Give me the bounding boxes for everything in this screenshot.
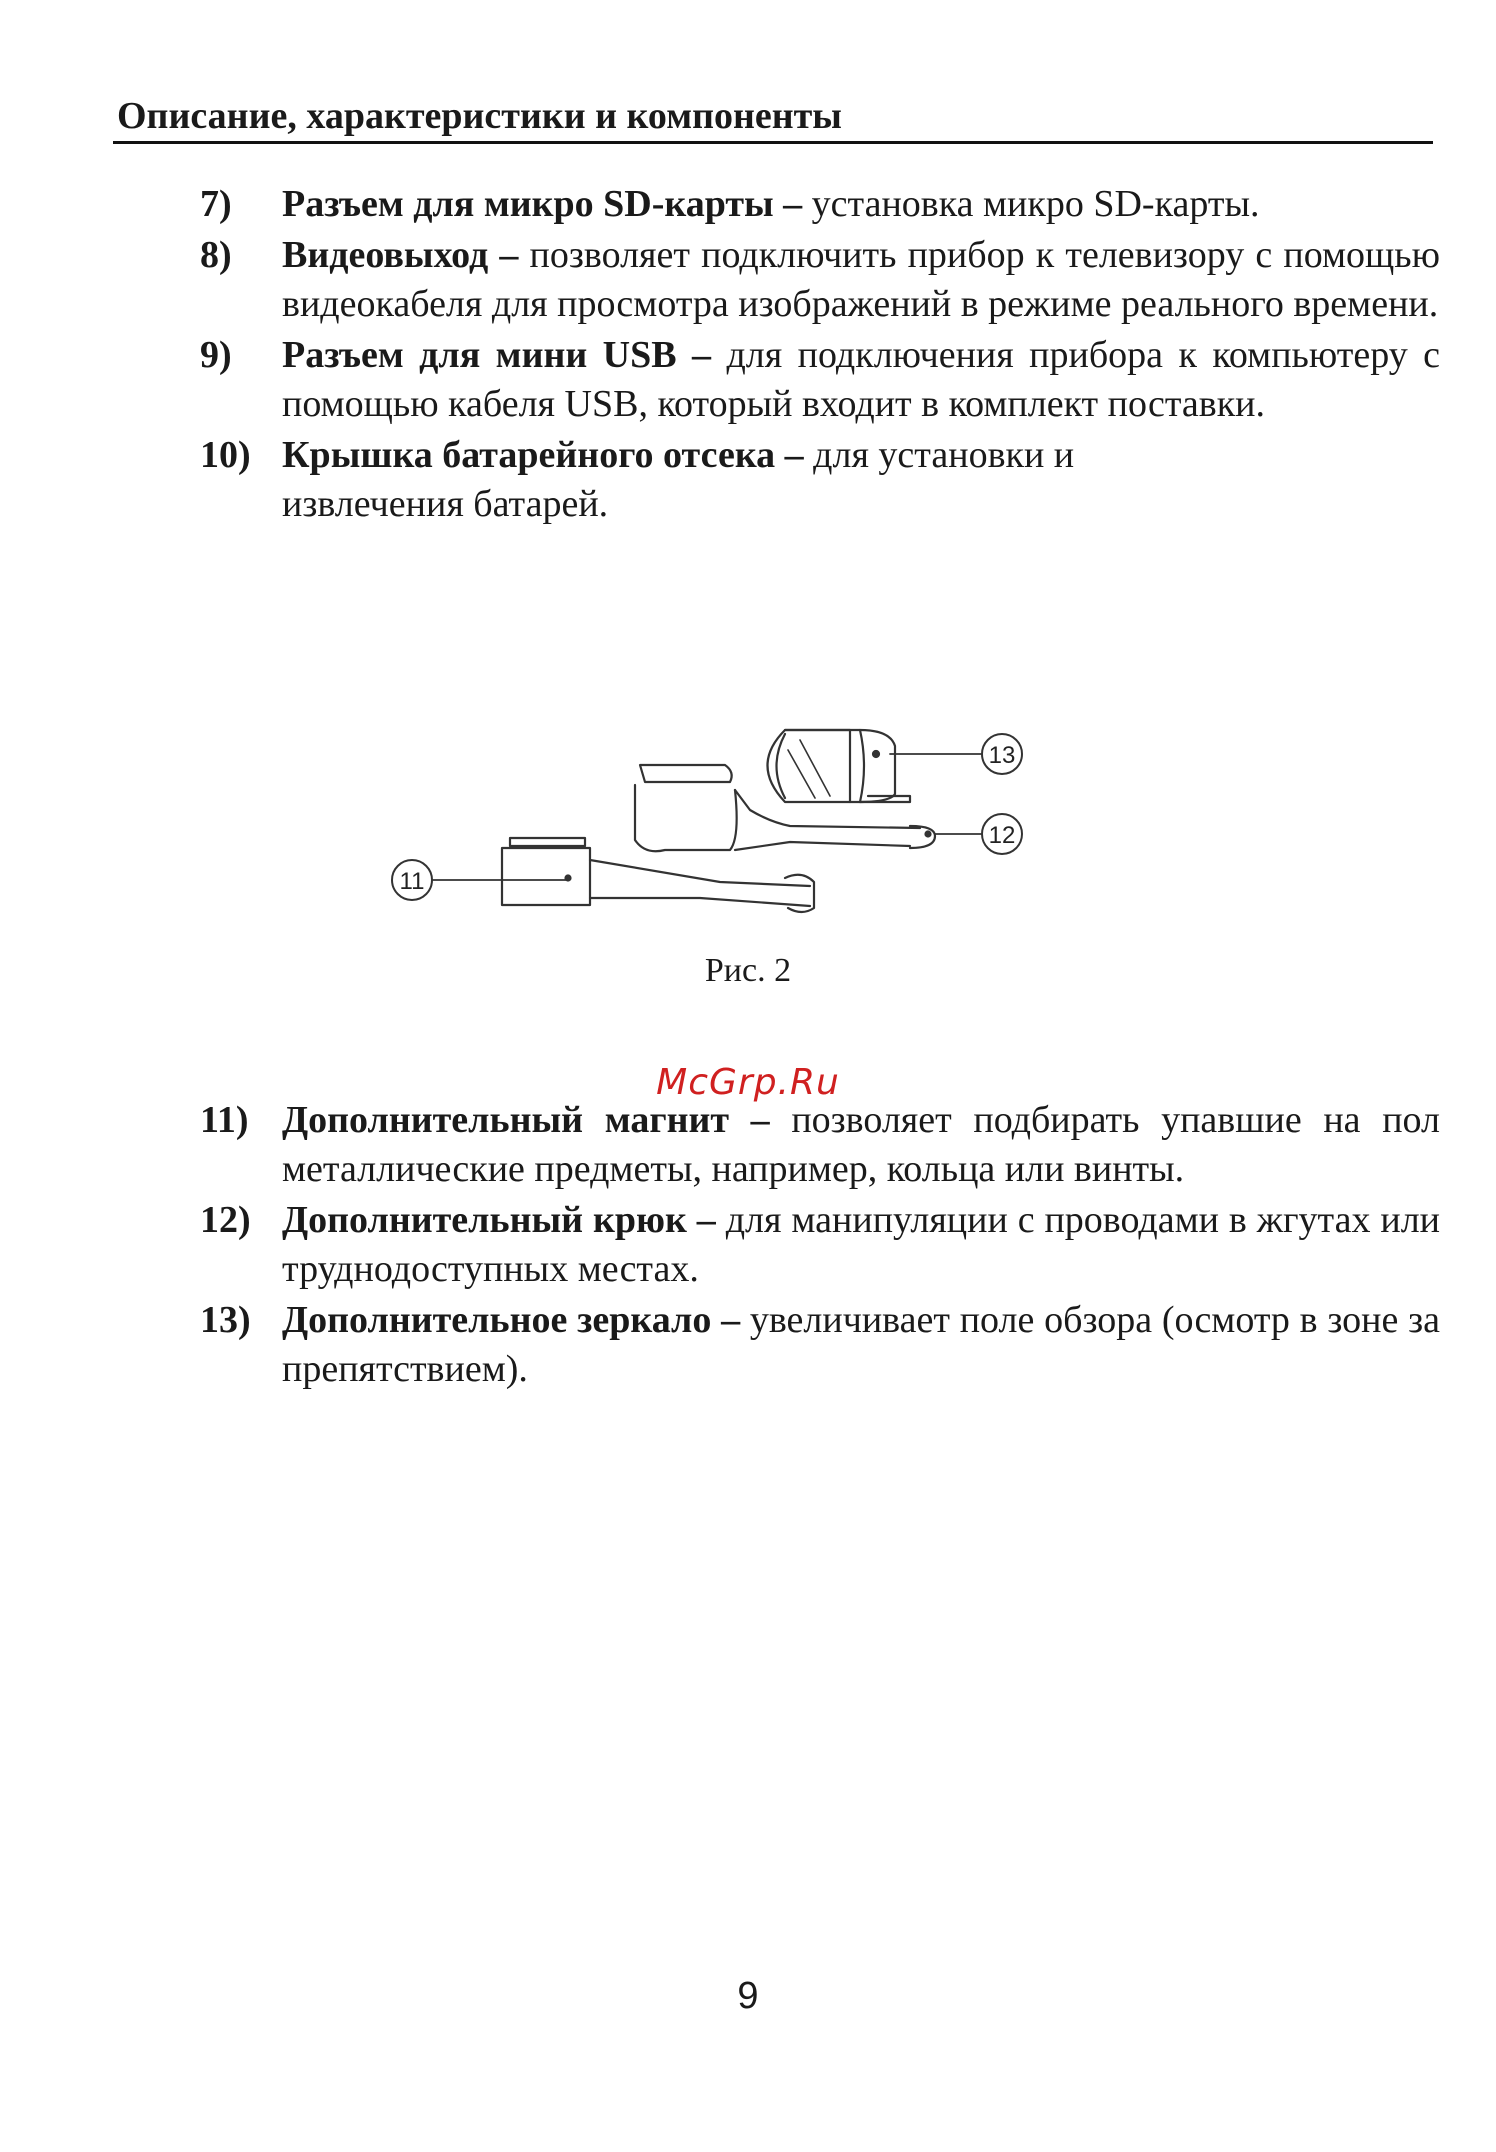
item-term: Дополнительное зеркало: [282, 1299, 712, 1341]
item-dash: –: [676, 334, 712, 376]
callout-12: [982, 814, 1022, 854]
item-dash: –: [686, 1199, 716, 1241]
item-dash: –: [711, 1299, 741, 1341]
item-number: 8): [200, 234, 232, 276]
figure-caption: Рис. 2: [704, 952, 792, 989]
callout-12-label: 12: [988, 822, 1016, 849]
callout-13-label: 13: [988, 742, 1016, 769]
item-term: Разъем для микро SD-карты: [282, 183, 774, 225]
item-dash: –: [773, 183, 803, 225]
item-description: для подключения прибора к компьютеру с помощью кабеля USB, который входит в комплект поставки.: [282, 334, 1441, 425]
list-item-13: [200, 1296, 1440, 1394]
item-description: для установки и извлечения батарей.: [282, 434, 1075, 525]
item-description: для манипуляции с проводами в жгутах или труднодоступных местах.: [282, 1199, 1441, 1290]
page-number: 9: [737, 1975, 759, 2017]
callout-11-label: 11: [399, 868, 425, 895]
hook-accessory-drawing: [635, 765, 935, 851]
magnet-accessory-drawing: [502, 838, 814, 912]
callout-11: [392, 860, 432, 900]
watermark: McGrp.Ru: [656, 1062, 840, 1103]
mirror-accessory-drawing: [768, 730, 911, 802]
item-term: Разъем для мини USB: [282, 334, 677, 376]
item-number: 7): [200, 183, 232, 225]
section-title: Описание, характеристики и компоненты: [117, 95, 842, 137]
component-list-bottom: [200, 1096, 1440, 1394]
item-dash: –: [488, 234, 519, 276]
item-term: Дополнительный магнит: [282, 1099, 730, 1141]
page-header: [113, 88, 1433, 144]
item-number: 13): [200, 1299, 251, 1341]
item-dash: –: [775, 434, 804, 476]
accessories-figure: [390, 710, 1130, 930]
item-term: Видеовыход: [282, 234, 489, 276]
item-number: 10): [200, 434, 251, 476]
item-term: Дополнительный крюк: [282, 1199, 687, 1241]
list-item-8: [200, 231, 1440, 329]
list-item-10: [200, 431, 1440, 529]
item-number: 12): [200, 1199, 251, 1241]
item-term: Крышка батарейного отсека: [282, 434, 776, 476]
item-number: 11): [200, 1099, 249, 1141]
item-description: установка микро SD-карты.: [802, 183, 1260, 225]
item-dash: –: [729, 1099, 770, 1141]
item-description: увеличивает поле обзора (осмотр в зоне за препятствием).: [282, 1299, 1440, 1390]
list-item-12: [200, 1196, 1440, 1294]
callout-13: [982, 734, 1022, 774]
item-description: позволяет подбирать упавшие на пол металлические предметы, например, кольца или винты.: [282, 1099, 1440, 1190]
list-item-9: [200, 331, 1440, 429]
item-description: позволяет подключить прибор к телевизору с помощью видеокабеля для просмотра изображений в режиме реального времени.: [282, 234, 1440, 325]
component-list-top: [200, 180, 1440, 529]
item-number: 9): [200, 334, 232, 376]
list-item-7: [200, 180, 1440, 229]
list-item-11: [200, 1096, 1440, 1194]
